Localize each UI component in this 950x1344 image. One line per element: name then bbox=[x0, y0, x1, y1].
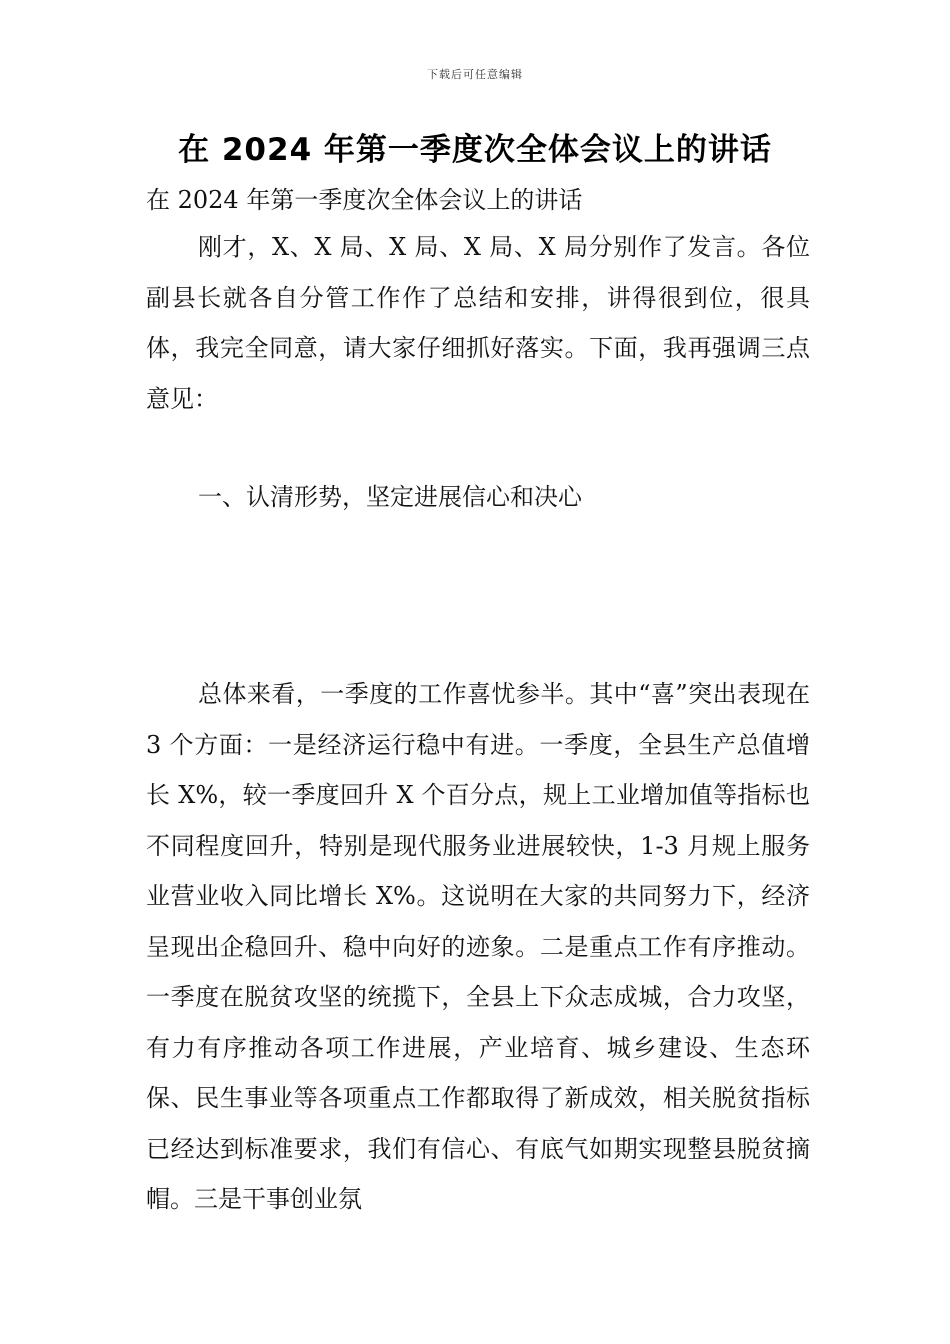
paragraph-overview: 总体来看，一季度的工作喜忧参半。其中“喜”突出表现在 3 个方面：一是经济运行稳中有进。一季度，全县生产总值增长 X%，较一季度回升 X 个百分点，规上工业增加值等指标也不同程度回升，特别是现代服务业进展较快，1-3 月规上服务业营业收入同比增长 X%。这说明在大家的共同努力下，经济呈现出企稳回升、稳中向好的迹象。二是重点工作有序推动。一季度在脱贫攻坚的统揽下，全县上下众志成城，合力攻坚，有力有序推动各项工作进展，产业培育、城乡建设、生态环保、民生事业等各项重点工作都取得了新成效，相关脱贫指标已经达到标准要求，我们有信心、有底气如期实现整县脱贫摘帽。三是干事创业氛 bbox=[146, 680, 810, 1213]
document-subtitle: 在 2024 年第一季度次全体会议上的讲话 bbox=[146, 186, 583, 214]
header-note: 下载后可任意编辑 bbox=[427, 68, 523, 81]
section-heading-1: 一、认清形势，坚定进展信心和决心 bbox=[198, 483, 582, 511]
paragraph-opening: 刚才，X、X 局、X 局、X 局、X 局分别作了发言。各位副县长就各自分管工作作了总结和安排，讲得很到位，很具体，我完全同意，请大家仔细抓好落实。下面，我再强调三点意见： bbox=[146, 233, 810, 413]
document-title: 在 2024 年第一季度次全体会议上的讲话 bbox=[178, 132, 772, 168]
